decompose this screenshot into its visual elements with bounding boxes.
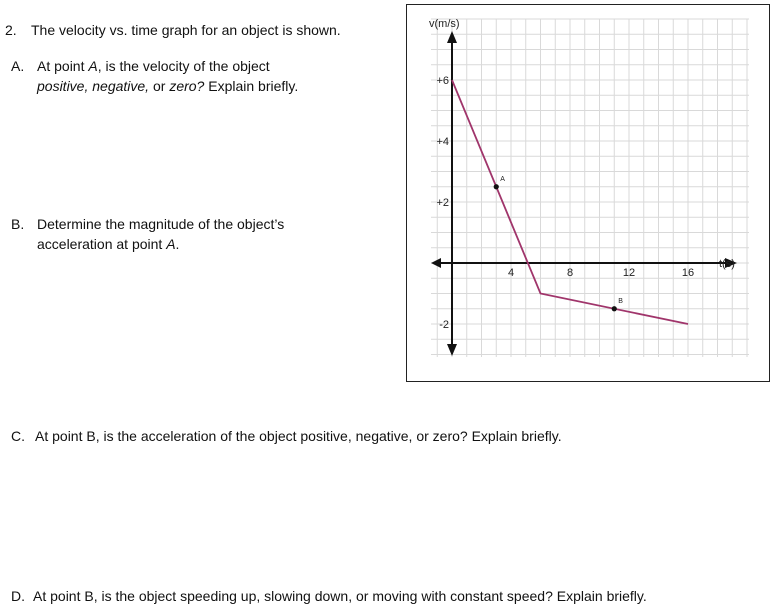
part-a-choices: positive, negative,: [37, 78, 150, 94]
x-tick-label: 8: [566, 267, 574, 279]
part-b-point-name: A: [166, 236, 176, 252]
y-axis-up-arrowhead: [447, 31, 457, 43]
part-a-line1-pre: At point: [37, 58, 89, 74]
part-d-label: D.: [11, 588, 25, 604]
part-a-point-name: A: [88, 58, 98, 74]
part-a-line1-post: , is the velocity of the object: [97, 58, 270, 74]
point-b-label: B: [618, 297, 623, 305]
x-tick-label: 16: [681, 267, 695, 279]
y-tick-label: +2: [436, 197, 449, 209]
x-tick-label: 4: [507, 267, 515, 279]
velocity-time-graph: [406, 4, 770, 382]
y-axis-label: v(m/s): [429, 18, 460, 30]
question-stem: The velocity vs. time graph for an object is shown.: [31, 22, 341, 38]
part-b-label: B.: [11, 216, 25, 232]
part-a-line2: [37, 76, 298, 96]
part-c-text: At point B, is the acceleration of the object positive, negative, or zero? Explain briefly.: [35, 428, 562, 444]
point-a-marker: [494, 184, 499, 189]
part-b-line2-pre: acceleration at point: [37, 236, 167, 252]
x-axis-left-arrowhead: [431, 258, 441, 268]
part-a-line1: [37, 56, 270, 76]
part-a-explain: Explain briefly.: [204, 78, 299, 94]
part-b-line1: Determine the magnitude of the object’s: [37, 216, 285, 232]
point-a-label: A: [500, 175, 505, 183]
graph-canvas: [407, 5, 771, 383]
part-a-zero: zero?: [169, 78, 205, 94]
x-axis-label: t(s): [719, 258, 735, 270]
part-b-line2-post: .: [175, 236, 180, 252]
y-tick-label: -2: [439, 319, 449, 331]
y-tick-label: +6: [436, 75, 449, 87]
y-tick-label: +4: [436, 136, 449, 148]
point-b-marker: [612, 306, 617, 311]
x-tick-label: 12: [622, 267, 636, 279]
part-a-or: or: [149, 78, 170, 94]
part-b-line2: [37, 234, 179, 254]
question-number: 2.: [5, 22, 17, 38]
part-c-label: C.: [11, 428, 25, 444]
part-a-label: A.: [11, 58, 25, 74]
part-d-text: At point B, is the object speeding up, slowing down, or moving with constant speed? Explain briefly.: [33, 588, 647, 604]
